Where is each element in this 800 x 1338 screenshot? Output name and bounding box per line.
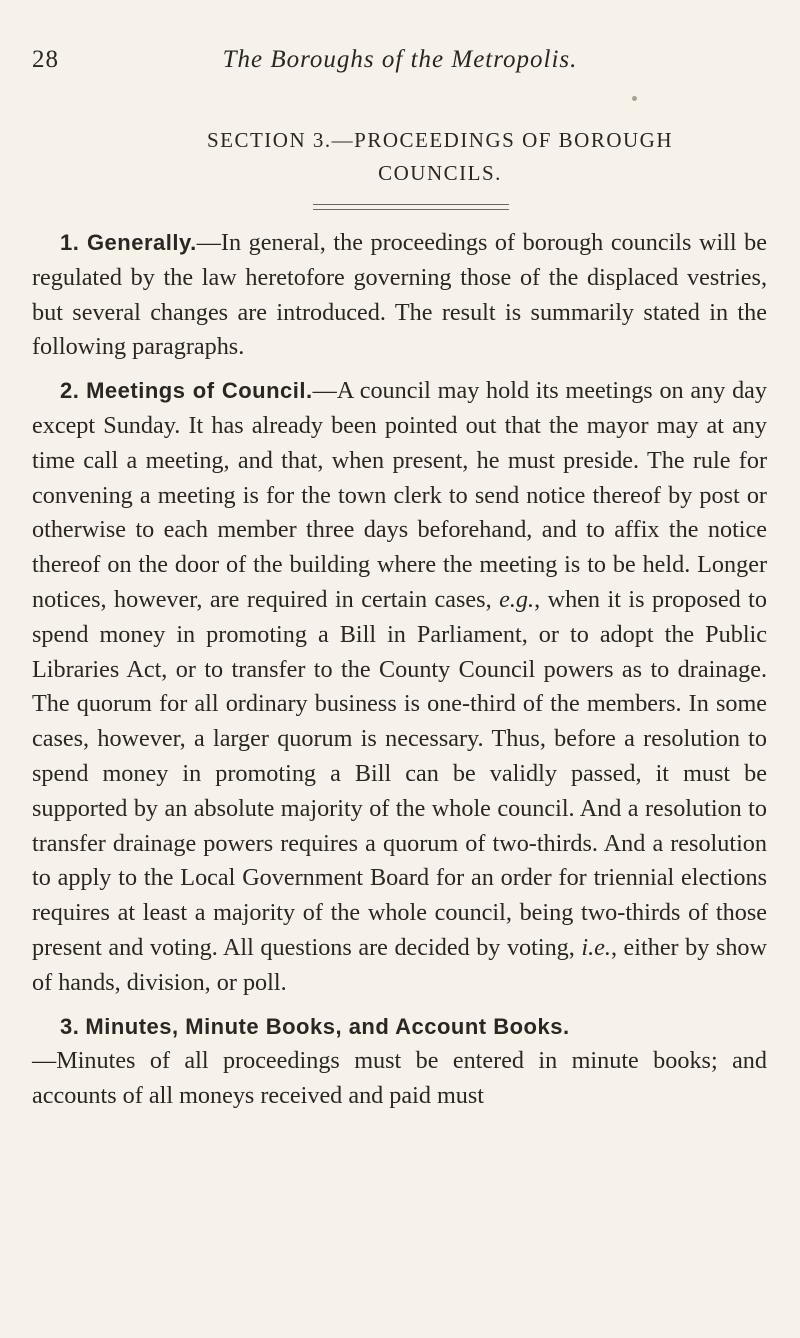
paragraph-text: , either by show of hands, division, or poll.	[32, 933, 767, 996]
paragraph-minutes	[32, 1010, 767, 1114]
page-number: 28	[32, 46, 59, 73]
paragraph-generally	[32, 226, 767, 365]
paragraph-number: 3.	[60, 1013, 80, 1039]
paragraph-number: 2.	[60, 378, 80, 404]
paragraph-heading: Meetings of Council.	[86, 378, 313, 404]
body-text	[32, 226, 767, 1123]
double-rule-divider	[313, 204, 509, 210]
italic-eg: e.g.	[499, 585, 535, 613]
paper-speck	[632, 96, 637, 101]
paragraph-text: —A council may hold its meetings on any day except Sunday. It has already been pointed out that the mayor may at any time call a meeting, and that, when present, he must preside. The rule for convening a meeting is for the town clerk to send notice thereof by post or otherwise to each member three days beforehand, and to affix the notice thereof on the door of the building where the meeting is to be held. Longer notices, however, are required in certain cases,	[32, 377, 767, 613]
paragraph-text: , when it is proposed to spend money in promoting a Bill in Parliament, or to adopt the Public Libraries Act, or to transfer to the County Council powers as to drainage. The quorum for all ordinary business is one-third of the members. In some cases, however, a larger quorum is necessary. Thus, before a resolution to spend money in promoting a Bill can be validly passed, it must be supported by an absolute majority of the whole council. And a resolution to transfer drainage powers requires a quorum of two-thirds. And a resolution to apply to the Local Government Board for an order for triennial elections requires at least a majority of the whole council, being two-thirds of those present and voting. All questions are decided by voting,	[32, 585, 767, 961]
section-title	[140, 124, 740, 190]
paragraph-text: —Minutes of all proceedings must be entered in minute books; and accounts of all moneys received and paid must	[32, 1047, 767, 1110]
running-title: The Boroughs of the Metropolis.	[222, 46, 578, 73]
paragraph-text: —In general, the proceedings of borough councils will be regulated by the law heretofore governing those of the displaced vestries, but several changes are introduced. The result is summarily stated in the following paragraphs.	[32, 229, 768, 361]
italic-ie: i.e.	[581, 933, 611, 961]
paragraph-number: 1.	[60, 230, 80, 255]
section-title-line-2: COUNCILS.	[378, 161, 502, 185]
paragraph-meetings-of-council	[32, 374, 767, 1000]
paragraph-heading: Generally.	[86, 230, 197, 255]
section-title-line-1: SECTION 3.—PROCEEDINGS OF BOROUGH	[206, 128, 674, 152]
paragraph-heading: Minutes, Minute Books, and Account Books.	[85, 1013, 570, 1039]
